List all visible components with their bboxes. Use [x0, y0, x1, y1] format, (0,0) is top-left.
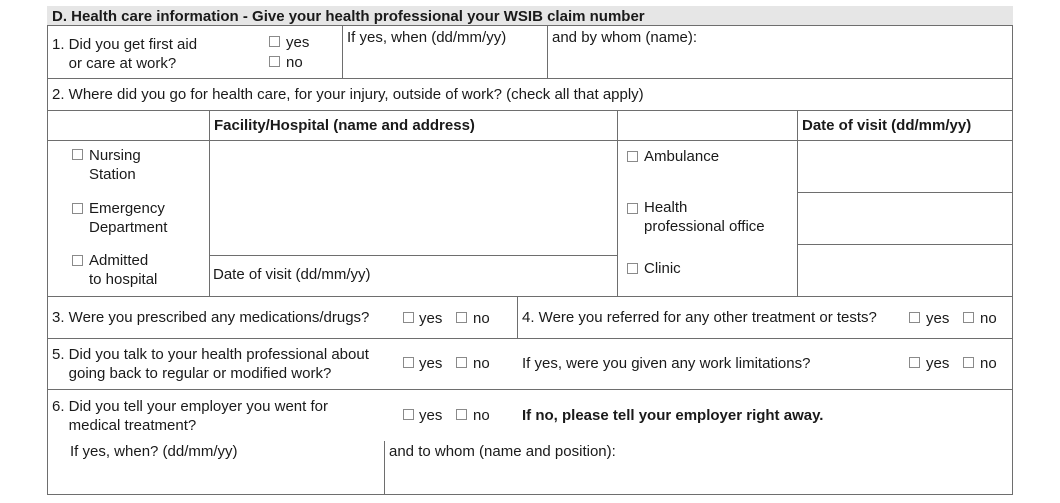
emergency-department-label: Emergency Department	[89, 200, 168, 236]
emergency-department-checkbox[interactable]	[72, 203, 83, 214]
divider	[47, 78, 1013, 79]
q4-yes-checkbox[interactable]	[909, 312, 920, 323]
divider	[617, 110, 618, 296]
divider	[517, 296, 518, 338]
q1-whom-field[interactable]	[548, 48, 1012, 77]
nursing-station-label: Nursing Station	[89, 147, 141, 183]
divider	[384, 441, 385, 495]
q5-yes-checkbox[interactable]	[403, 357, 414, 368]
divider	[47, 296, 1013, 297]
q1-no-label: no	[286, 54, 303, 71]
q5-limitations-no-label: no	[980, 355, 997, 372]
q4-no-checkbox[interactable]	[963, 312, 974, 323]
nursing-station-checkbox[interactable]	[72, 149, 83, 160]
q6-yes-checkbox[interactable]	[403, 409, 414, 420]
q5-no-label: no	[473, 355, 490, 372]
q3-no-label: no	[473, 310, 490, 327]
divider	[209, 255, 617, 256]
q6-when-field[interactable]	[66, 462, 382, 492]
divider	[47, 338, 1013, 339]
q1-when-field[interactable]	[343, 48, 546, 77]
q1-question: 1. Did you get first aid or care at work?	[52, 36, 198, 72]
clinic-label: Clinic	[644, 260, 681, 277]
q1-no-checkbox[interactable]	[269, 56, 280, 67]
q5-no-checkbox[interactable]	[456, 357, 467, 368]
q5-limitations-no-checkbox[interactable]	[963, 357, 974, 368]
q6-when-label: If yes, when? (dd/mm/yy)	[70, 443, 238, 460]
q6-no-label: no	[473, 407, 490, 424]
ambulance-checkbox[interactable]	[627, 151, 638, 162]
q5-yes-label: yes	[419, 355, 443, 372]
ambulance-date-field[interactable]	[798, 141, 1012, 191]
q1-yes-checkbox[interactable]	[269, 36, 280, 47]
q5-limitations-yes-checkbox[interactable]	[909, 357, 920, 368]
health-professional-office-checkbox[interactable]	[627, 203, 638, 214]
q2-question: 2. Where did you go for health care, for your injury, outside of work? (check all that apply)	[52, 86, 644, 103]
facility-name-address-field[interactable]	[210, 141, 616, 254]
q5-followup-question: If yes, were you given any work limitations?	[522, 355, 811, 372]
q4-question: 4. Were you referred for any other treatment or tests?	[522, 309, 877, 326]
facility-date-label: Date of visit (dd/mm/yy)	[213, 266, 371, 283]
q1-when-label: If yes, when (dd/mm/yy)	[347, 29, 507, 46]
q3-question: 3. Were you prescribed any medications/drugs?	[52, 309, 370, 326]
q4-yes-label: yes	[926, 310, 950, 327]
divider	[47, 110, 1013, 111]
q1-yes-label: yes	[286, 34, 310, 51]
q6-question: 6. Did you tell your employer you went for medical treatment?	[52, 398, 328, 434]
admitted-to-hospital-checkbox[interactable]	[72, 255, 83, 266]
admitted-to-hospital-label: Admitted to hospital	[89, 252, 158, 288]
q6-whom-label: and to whom (name and position):	[389, 443, 616, 460]
q5-limitations-yes-label: yes	[926, 355, 950, 372]
q4-no-label: no	[980, 310, 997, 327]
q6-notice: If no, please tell your employer right away.	[522, 407, 824, 424]
date-of-visit-header: Date of visit (dd/mm/yy)	[802, 117, 972, 134]
clinic-date-field[interactable]	[798, 245, 1012, 295]
divider	[47, 389, 1013, 390]
q1-whom-label: and by whom (name):	[552, 29, 698, 46]
q3-no-checkbox[interactable]	[456, 312, 467, 323]
section-title: D. Health care information - Give your health professional your WSIB claim number	[52, 8, 645, 25]
q6-whom-field[interactable]	[386, 462, 1011, 492]
facility-header: Facility/Hospital (name and address)	[214, 117, 475, 134]
health-professional-office-label: Health professional office	[644, 199, 765, 235]
q6-no-checkbox[interactable]	[456, 409, 467, 420]
q3-yes-checkbox[interactable]	[403, 312, 414, 323]
q6-yes-label: yes	[419, 407, 443, 424]
q3-yes-label: yes	[419, 310, 443, 327]
health-office-date-field[interactable]	[798, 193, 1012, 243]
ambulance-label: Ambulance	[644, 148, 720, 165]
q5-question: 5. Did you talk to your health professional about going back to regular or modified work?	[52, 346, 369, 382]
clinic-checkbox[interactable]	[627, 263, 638, 274]
